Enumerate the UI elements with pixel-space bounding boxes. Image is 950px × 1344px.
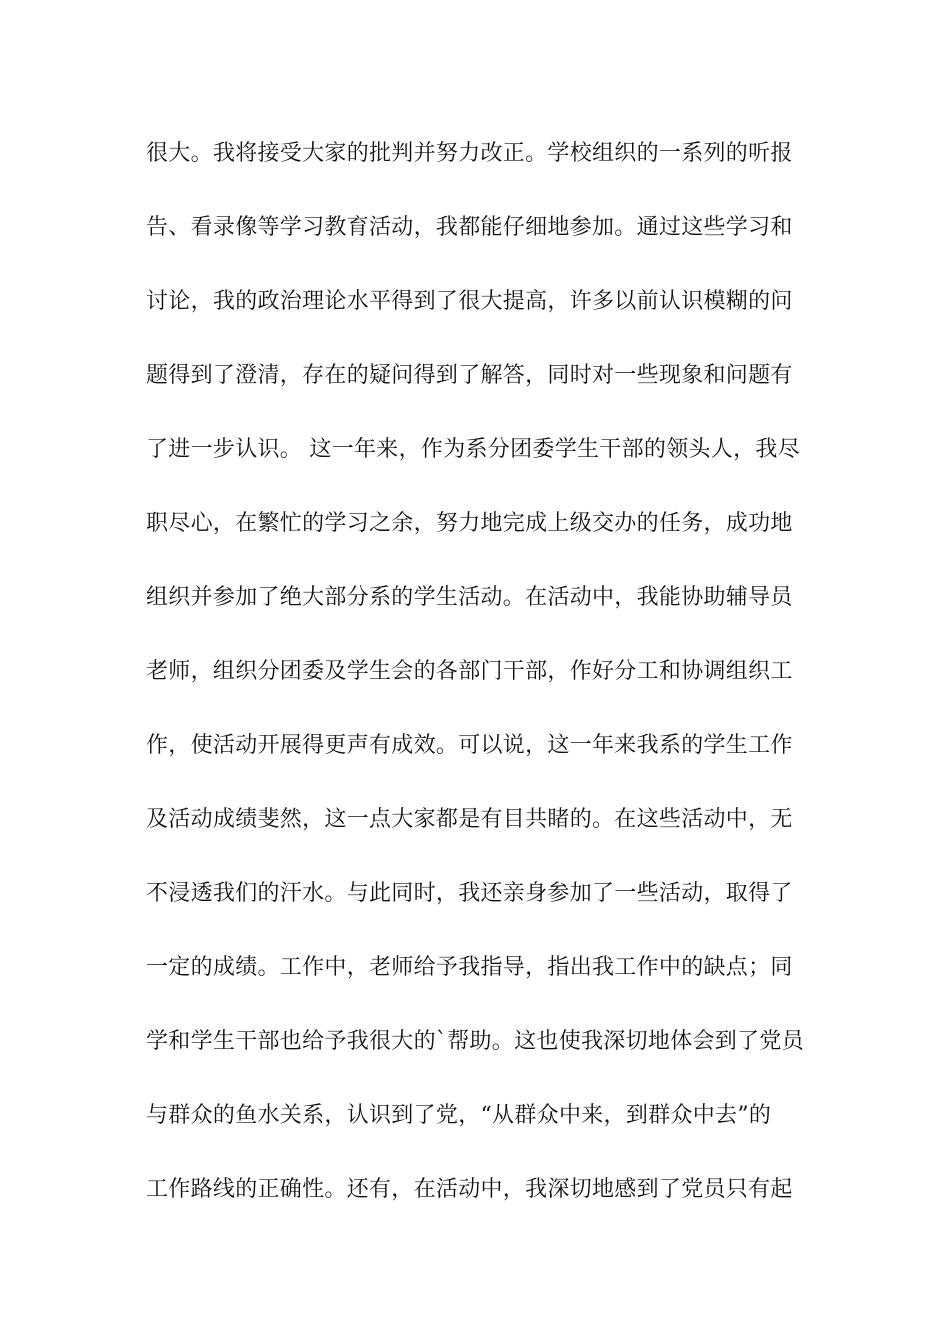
text-line-2: 告、看录像等学习教育活动，我都能仔细地参加。通过这些学习和 xyxy=(146,215,793,240)
text-line-15: 工作路线的正确性。还有，在活动中，我深切地感到了党员只有起 xyxy=(146,1177,793,1202)
text-line-7: 组织并参加了绝大部分系的学生活动。在活动中，我能协助辅导员 xyxy=(146,585,793,610)
text-line-5: 了进一步认识。 这一年来，作为系分团委学生干部的领头人，我尽 xyxy=(146,437,800,462)
text-line-6: 职尽心，在繁忙的学习之余，努力地完成上级交办的任务，成功地 xyxy=(146,511,793,536)
text-line-8: 老师，组织分团委及学生会的各部门干部，作好分工和协调组织工 xyxy=(146,659,793,684)
text-line-11: 不浸透我们的汗水。与此同时，我还亲身参加了一些活动，取得了 xyxy=(146,881,793,906)
text-line-13: 学和学生干部也给予我很大的`帮助。这也使我深切地体会到了党员 xyxy=(146,1029,805,1054)
text-line-14: 与群众的鱼水关系，认识到了党，“从群众中来，到群众中去”的 xyxy=(146,1103,772,1128)
body-text xyxy=(146,131,816,1241)
text-line-1: 很大。我将接受大家的批判并努力改正。学校组织的一系列的听报 xyxy=(146,141,793,166)
text-line-9: 作，使活动开展得更声有成效。可以说，这一年来我系的学生工作 xyxy=(146,733,793,758)
text-line-12: 一定的成绩。工作中，老师给予我指导，指出我工作中的缺点；同 xyxy=(146,955,793,980)
text-line-4: 题得到了澄清，存在的疑问得到了解答，同时对一些现象和问题有 xyxy=(146,363,793,388)
text-line-10: 及活动成绩斐然，这一点大家都是有目共睹的。在这些活动中，无 xyxy=(146,807,793,832)
text-line-3: 讨论，我的政治理论水平得到了很大提高，许多以前认识模糊的问 xyxy=(146,289,793,314)
